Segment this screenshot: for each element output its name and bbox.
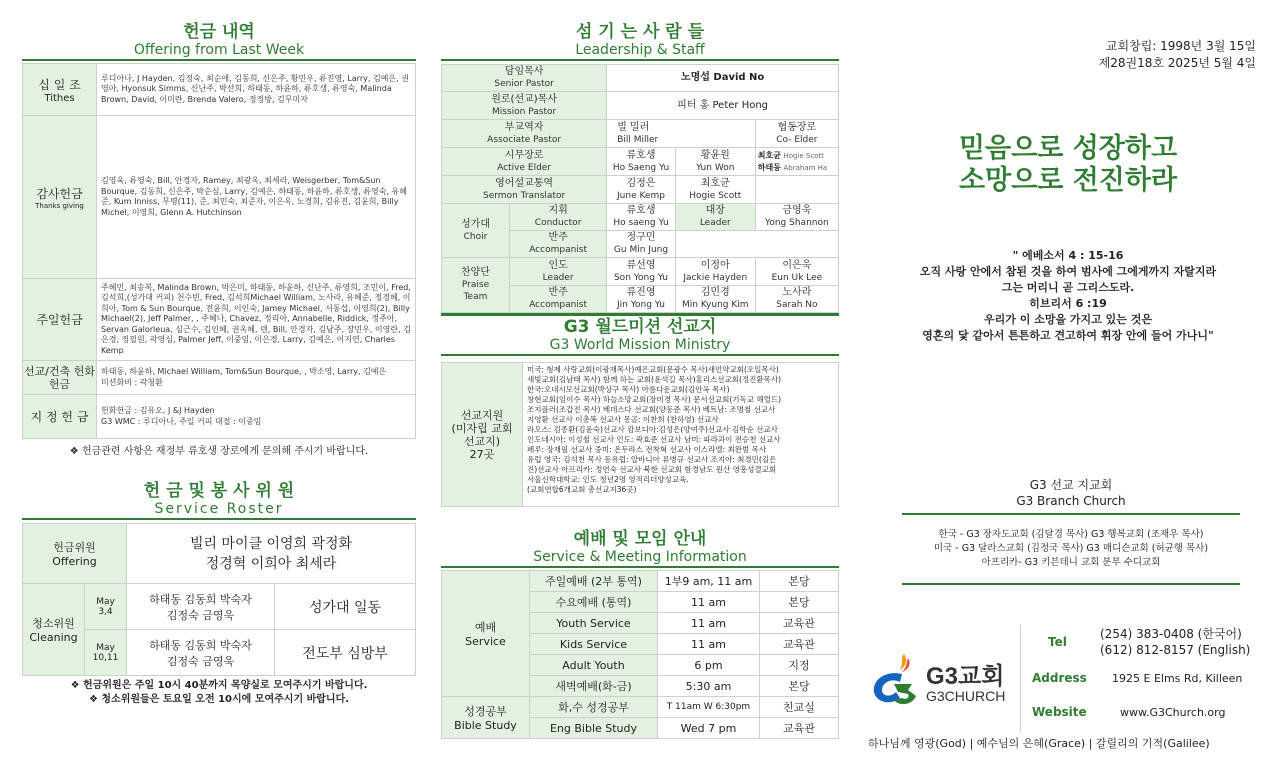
tel-row — [1030, 622, 1256, 662]
label-ko: 원로(선교)목사 — [491, 93, 557, 105]
service-place: 본당 — [760, 676, 839, 697]
name-en: Yong Shannon — [765, 218, 829, 228]
label-ko: 청소위원 — [32, 617, 75, 630]
thanks-names: 김영욱, 류영숙, Bill, 안경자, Ramey, 최광옥, 최세라, Weisgerber, Tom&Sun Bourque, 김동희, 신은주, 박순심, Larry, 김예은, 하태동, 하윤하, 류호생, 류영숙, 유혜준, Kum Inniss, 무명(11), 준, 최민숙, 최준자, 이은옥, 노경희, 김유진, 김윤희, Billy Michel, 이영희, Glenn A. Hutchinson — [97, 116, 416, 279]
roster-date — [85, 584, 127, 630]
name-en: Eun Uk Lee — [771, 272, 823, 283]
date-days: 3,4 — [98, 606, 113, 617]
name-en: Bill Miller — [617, 134, 659, 145]
branch-line: 아프리카- G3 키븐데니 교회 분부 수디교회 — [981, 557, 1161, 568]
offering-column — [22, 0, 416, 707]
label-en: Tithes — [44, 92, 75, 104]
mission-line: 유럽 영국: 김석천 목사 동유럽: 알바니아 류병규 선교사 조지아: 최경민(김은 — [527, 455, 777, 464]
service-name: Eng Bible Study — [530, 718, 658, 739]
associate-name — [607, 120, 756, 148]
verse-line: 그는 머리니 곧 그리스도라. — [1001, 281, 1135, 294]
table-row — [442, 176, 839, 204]
name-en: June Kemp — [617, 190, 665, 201]
table-row — [23, 584, 416, 630]
elder-name-pair — [755, 148, 838, 176]
address-value: 1925 E Elms Rd, Killeen — [1112, 671, 1243, 685]
mission-line: 한국:오네시모선교회(박상구 목사) 아름다운교회(김안옥 목사) — [527, 385, 730, 394]
choir-label — [442, 204, 510, 258]
name-ko: 하태동 — [757, 162, 781, 172]
label-ko: 예배 — [474, 621, 497, 634]
name-en: Son Yong Yu — [613, 272, 669, 283]
designated-names: 헌화헌금 : 김유오, J &J Hayden G3 WMC : 루디아나, 주일 커피 대접 : 이중임 — [97, 395, 416, 439]
mission-line: 인도네시아: 이성철 선교사 인도: 곽효준 선교사 남미: 파라과이 전승천 선교사 — [527, 435, 781, 444]
verse-line: 우리가 이 소망을 가지고 있는 것은 — [984, 313, 1152, 326]
mission-line: 라오스: 김종환(김윤숙)선교사 캄보디아:김성은(양여주)선교사 김학순 선교사 — [527, 425, 778, 434]
translator-label — [442, 176, 607, 204]
name-ko: 류진영 — [626, 287, 656, 298]
footer-motto: 하나님께 영광(God) | 예수님의 은혜(Grace) | 갈릴리의 기적(Galilee) — [868, 737, 1210, 750]
name-ko: 금영욱 — [782, 205, 812, 216]
services-subtitle: Service & Meeting Information — [441, 549, 839, 568]
contact-info — [1030, 622, 1256, 730]
roster-clean-label — [23, 584, 85, 676]
service-time: 11 am — [658, 613, 760, 634]
mission-title: G3 월드미션 선교지 — [563, 317, 717, 337]
label-ko: 헌금위원 — [53, 541, 96, 554]
label-en: Associate Pastor — [487, 134, 562, 145]
g3-logo-icon — [868, 648, 920, 708]
praise-label — [442, 258, 510, 313]
mission-line: 지영환 선교사 이총복 선교사 몽골: 이찬희 (찬하영) 선교사 — [527, 415, 719, 424]
tel-korean[interactable]: (254) 383-0408 (한국어) — [1100, 627, 1242, 641]
senior-name: 노명섭 David No — [607, 65, 839, 92]
mission-pastor-label — [442, 92, 607, 120]
sunday-names: 주혜민, 최송복, Malinda Brown, 박은미, 하태동, 하윤하, 신난주, 류영희, 조민이, Fred, 김석희,(성가대 커피) 천수빈, Fred, 김석희Michael William, 노사라, 유혜준, 정경혜, 이희아, Tom & Sun Bourque, 전윤희, 이인숙, Jamey Michael, 서동섭, 이영희(2), Billy Michael(2), Jeff Palmer, , 주혜나, Chavez, 정리아, Annabelle, Riddick, 정주아, Servan Galorleua, 심근수, 김인혜, 권옥혜, 덴, Bill, 안경자, 김남주, 장민우, 이영란, 김은경, 정필원, 곽영심, Palmer Jeff, 이중임, 이은경, Larry, 김예은, 이지연, Charles Kemp — [97, 279, 416, 361]
label-ko: 반주 — [548, 287, 568, 298]
label-ko: 담임목사 — [504, 66, 544, 77]
mission-line: 미국: 형제 사랑교회(이광재목사)예은교회(문광수 목사)새언약교회(오일목사) — [527, 365, 779, 374]
service-time: 6 pm — [658, 655, 760, 676]
table-row — [442, 148, 839, 176]
praise-name — [675, 258, 755, 286]
label-en: Mission Pastor — [492, 106, 557, 117]
date-month: May — [96, 596, 115, 607]
roster-subtitle: Service Roster — [22, 501, 416, 520]
divider — [1020, 625, 1021, 733]
mission-label-line: (미자립 교회 — [451, 421, 513, 435]
designated-label: 지 정 헌 금 — [23, 395, 97, 439]
elder-name — [607, 148, 676, 176]
services-title: 예배 및 모임 안내 — [573, 529, 707, 549]
offering-table — [22, 63, 416, 439]
name-ko: 김정은 — [626, 177, 656, 189]
name-en: Gu Min Jung — [613, 245, 669, 255]
logo-text-en: G3CHURCH — [926, 688, 1006, 704]
name-en: Jackie Hayden — [683, 272, 748, 283]
date-days: 10,11 — [92, 652, 119, 663]
senior-label — [442, 65, 607, 92]
name-en: Ho saeng Yu — [613, 218, 669, 228]
name-ko: 이은욱 — [782, 259, 812, 271]
branch-title-ko: G3 선교 지교회 — [1029, 478, 1113, 492]
service-name: Kids Service — [530, 634, 658, 655]
names-line: 김정숙 금영욱 — [166, 608, 235, 622]
mission-build-names: 하태동, 하윤하, Michael William, Tom&Sun Bourque, , 박소영, Larry, 김예은 미션화비 : 곽청환 — [97, 361, 416, 395]
praise-leader-label — [510, 258, 607, 286]
website-row — [1030, 694, 1256, 730]
service-time: 11 am — [658, 634, 760, 655]
roster-table — [22, 523, 416, 676]
mission-build-label: 선교/건축 헌화헌금 — [23, 361, 97, 395]
accompanist-label — [510, 231, 607, 258]
service-name: 새벽예배(화-금) — [530, 676, 658, 697]
label-en: Bible Study — [454, 719, 517, 732]
service-name: Adult Youth — [530, 655, 658, 676]
elder-name — [675, 148, 755, 176]
roster-offering-label — [23, 524, 127, 584]
mission-line: 조지플러(조갑진 목사) 베데스다 선교회(양동준 목사) 베트남: 조명철 선교사 — [527, 405, 776, 414]
label-ko: 감사헌금 — [36, 186, 83, 201]
label-en: Choir — [463, 231, 488, 242]
founded-date: 교회창립: 1998년 3월 15일 — [1105, 39, 1256, 53]
roster-date — [85, 630, 127, 676]
name-en: Yun Won — [696, 162, 735, 173]
verse-line: 영혼의 닻 같아서 튼튼하고 견고하여 휘장 안에 들어 가나니" — [922, 329, 1214, 342]
name-ko: 노사라 — [782, 287, 812, 298]
label-en: Leader — [542, 272, 574, 283]
sunday-label: 주일헌금 — [23, 279, 97, 361]
label-en: Sermon Translator — [483, 190, 566, 201]
table-row — [442, 120, 839, 148]
names-line: 하태동 김동희 박숙자 — [149, 592, 252, 606]
table-row — [442, 204, 839, 231]
choir-leader-name — [755, 204, 838, 231]
branch-line: 미국 - G3 달라스교회 (김정국 목사) G3 매디슨교회 (허균행 목사) — [933, 543, 1209, 554]
services-table — [441, 570, 839, 739]
name-en: Jin Yong Yu — [617, 300, 665, 310]
praise-accompanist-label — [510, 286, 607, 313]
verse-line: 오직 사랑 안에서 참된 것을 하여 범사에 그에게까지 자랄지라 — [919, 265, 1217, 278]
name-ko: 류선영 — [626, 259, 656, 271]
label-en: Active Elder — [497, 162, 552, 173]
roster-title: 헌 금 및 봉 사 위 원 — [143, 481, 295, 501]
label-ko: 부교역자 — [504, 121, 544, 133]
mission-box — [441, 362, 839, 507]
website-link[interactable]: www.G3Church.org — [1120, 705, 1226, 719]
praise-acc-name — [607, 286, 676, 313]
tel-numbers — [1100, 626, 1250, 658]
leadership-column — [441, 0, 839, 739]
roster-names — [127, 630, 275, 676]
name-ko: 김민경 — [700, 287, 730, 298]
label-en: Accompanist — [529, 245, 588, 255]
cover-column — [868, 0, 1268, 777]
label-en: Praise — [461, 280, 490, 290]
roster-names — [127, 584, 275, 630]
table-row — [442, 697, 839, 718]
name-ko: 정구민 — [626, 232, 656, 243]
issue-info — [1099, 38, 1256, 72]
label-en: Conductor — [534, 218, 582, 228]
leadership-table — [441, 64, 839, 313]
service-name: 수요예배 (통역) — [530, 592, 658, 613]
study-label — [442, 697, 530, 739]
translator-name — [607, 176, 676, 204]
label-en: Offering — [52, 555, 97, 568]
name-en: Hogie Scott — [689, 190, 742, 201]
name-en: Abraham Ha — [783, 163, 828, 172]
mission-line: 진)선교사 아프리카: 정연숙 선교사 북한 선교회 함경남도 원산 영흥성결교회 — [527, 465, 777, 474]
empty-cell — [675, 231, 838, 258]
leadership-title: 섬 기 는 사 람 들 — [575, 22, 705, 42]
empty-cell — [755, 176, 838, 204]
table-row — [442, 571, 839, 592]
service-name: Youth Service — [530, 613, 658, 634]
table-row — [23, 361, 416, 395]
thanks-label — [23, 116, 97, 279]
church-logo — [868, 648, 1018, 712]
offering-note: ❖ 헌금관련 사항은 재정부 류호생 장로에게 문의해 주시기 바랍니다. — [69, 446, 369, 457]
co-elder-label — [755, 120, 838, 148]
label-en: Service — [465, 635, 506, 648]
service-time: 5:30 am — [658, 676, 760, 697]
roster-offering-names — [127, 524, 416, 584]
service-place: 본당 — [760, 592, 839, 613]
name-ko: 류호생 — [626, 149, 656, 161]
table-row — [442, 258, 839, 286]
table-row — [23, 279, 416, 361]
name-ko: 류호생 — [626, 205, 656, 216]
label-ko: 대장 — [705, 205, 725, 216]
label-en: Co- Elder — [776, 134, 818, 145]
tithes-names: 루디아나, J Hayden, 김정숙, 최순애, 김동희, 신은주, 황민우, 류진영, Larry, 김예은, 권영아, Hyonsuk Simms, 신난주, 박선희, 하태동, 하윤하, 류호생, 류영숙, Malinda Brown, David, 이미란, Brenda Valero, 정정방, 김무미자 — [97, 64, 416, 116]
label-ko: 성경공부 — [464, 705, 507, 718]
label-en: Accompanist — [529, 300, 588, 310]
service-place: 친교실 — [760, 697, 839, 718]
issue-date: 제28권18호 2025년 5월 4일 — [1098, 56, 1256, 70]
mission-line: (교회연합6개교회 총선교지36곳) — [527, 485, 637, 494]
choir-leader-label — [675, 204, 755, 231]
label-en: Thanks giving — [35, 201, 84, 210]
mission-line: 페루: 장재필 선교사 중미: 온두라스 전착혁 선교사 이스라엘: 최완범 목사 — [527, 445, 767, 454]
name-en: Sarah No — [776, 300, 818, 310]
roster-note: ❖ 헌금위원은 주일 10시 40분까지 목양실로 모여주시기 바랍니다. — [70, 680, 368, 691]
name-ko: 최호균 — [757, 150, 781, 160]
service-place: 교육관 — [760, 613, 839, 634]
mission-line: 새빛교회(김남태 목사) 함께 하는 교회(윤석길 목사)홍리스선교회(정진환목사) — [527, 375, 782, 384]
roster-team: 성가대 일동 — [275, 584, 416, 630]
worship-label — [442, 571, 530, 697]
praise-acc-name — [675, 286, 755, 313]
name-en: Ho Saeng Yu — [612, 162, 670, 173]
name-ko: 빌 밀러 — [617, 121, 650, 133]
service-place: 본당 — [760, 571, 839, 592]
mission-label-line: 선교지원 — [460, 408, 504, 422]
mission-line: 서울신학대학교: 인도 청년2명 영적리더양성교육. — [527, 475, 689, 484]
praise-name — [755, 258, 838, 286]
praise-name — [607, 258, 676, 286]
associate-label — [442, 120, 607, 148]
verse-line: " 에베소서 4 : 15-16 — [1012, 249, 1124, 262]
branch-line: 한국 - G3 장자도교회 (김달경 목사) G3 행복교회 (조재우 목사) — [938, 529, 1204, 540]
verse-line: 히브리서 6 :19 — [1029, 297, 1107, 310]
mission-list — [522, 363, 838, 506]
label-ko: 지휘 — [548, 205, 568, 216]
table-row — [23, 116, 416, 279]
service-time: Wed 7 pm — [658, 718, 760, 739]
names-line: 김정숙 금영욱 — [166, 654, 235, 668]
offering-title: 헌금 내역 — [183, 22, 255, 42]
name-ko: 이정아 — [700, 259, 730, 271]
label-ko: 시무장로 — [504, 149, 544, 161]
scripture — [868, 248, 1268, 344]
address-label: Address — [1032, 671, 1087, 685]
offering-subtitle: Offering from Last Week — [22, 42, 416, 61]
label-en: Senior Pastor — [494, 79, 554, 89]
tithes-label — [23, 64, 97, 116]
mission-line: 창현교회(임이수 목사) 하늘소망교회(장미경 목사) 문서선교회(기독교 해럴드) — [527, 395, 782, 404]
tel-english[interactable]: (612) 812-8157 (English) — [1100, 643, 1251, 657]
website-label: Website — [1032, 705, 1087, 719]
motto-line: 소망으로 전진하라 — [958, 165, 1178, 196]
label-ko: 반주 — [548, 232, 568, 243]
elder-label — [442, 148, 607, 176]
service-place: 지정 — [760, 655, 839, 676]
names-line: 하태동 김동희 박숙자 — [149, 638, 252, 652]
label-ko: 협동장로 — [777, 121, 817, 133]
service-time: T 11am W 6:30pm — [658, 697, 760, 718]
branch-list — [902, 513, 1240, 585]
mission-pastor-name: 피터 홍 Peter Hong — [607, 92, 839, 120]
service-time: 1부9 am, 11 am — [658, 571, 760, 592]
label-ko: 영어설교통역 — [495, 177, 554, 189]
names-line: 빌리 마이클 이영희 곽정화 — [189, 535, 353, 552]
motto — [868, 133, 1268, 197]
mission-label — [442, 363, 522, 506]
label-ko: 성가대 — [461, 218, 490, 230]
motto-line: 믿음으로 성장하고 — [958, 133, 1178, 164]
service-name: 주일예배 (2부 통역) — [530, 571, 658, 592]
name-ko: 최호균 — [700, 177, 730, 189]
logo-text-ko: G3교회 — [926, 663, 1005, 690]
label-en: Cleaning — [29, 631, 78, 644]
roster-note: ❖ 청소위원들은 토요일 오전 10시에 모여주시기 바랍니다. — [88, 694, 350, 705]
date-month: May — [96, 642, 115, 653]
mission-subtitle: G3 World Mission Ministry — [441, 337, 839, 356]
accompanist-name — [607, 231, 676, 258]
praise-acc-name — [755, 286, 838, 313]
label-ko: 찬양단 — [461, 267, 490, 278]
name-en: Min Kyung Kim — [681, 300, 749, 310]
names-line: 정경혁 이희아 최세라 — [205, 555, 337, 572]
service-time: 11 am — [658, 592, 760, 613]
table-row — [23, 395, 416, 439]
label-en: Leader — [699, 218, 731, 228]
service-place: 교육관 — [760, 718, 839, 739]
roster-notes — [22, 679, 416, 707]
branch-title — [902, 477, 1240, 509]
table-row — [442, 92, 839, 120]
service-place: 교육관 — [760, 634, 839, 655]
roster-team: 전도부 심방부 — [275, 630, 416, 676]
mission-label-line: 선교지) — [463, 434, 501, 448]
address-row — [1030, 662, 1256, 694]
conductor-label — [510, 204, 607, 231]
service-name: 화,수 성경공부 — [530, 697, 658, 718]
translator-name — [675, 176, 755, 204]
table-row — [23, 64, 416, 116]
table-row — [23, 524, 416, 584]
name-ko: 황윤원 — [700, 149, 730, 161]
conductor-name — [607, 204, 676, 231]
leadership-subtitle: Leadership & Staff — [441, 42, 839, 61]
table-row — [442, 65, 839, 92]
tel-label: Tel — [1048, 635, 1067, 649]
label-ko: 인도 — [548, 259, 568, 271]
label-ko: 십 일 조 — [38, 77, 81, 92]
mission-label-line: 27곳 — [469, 447, 495, 461]
name-en: Hogie Scott — [783, 151, 825, 160]
label-en: Team — [463, 292, 488, 302]
branch-title-en: G3 Branch Church — [1016, 494, 1126, 508]
